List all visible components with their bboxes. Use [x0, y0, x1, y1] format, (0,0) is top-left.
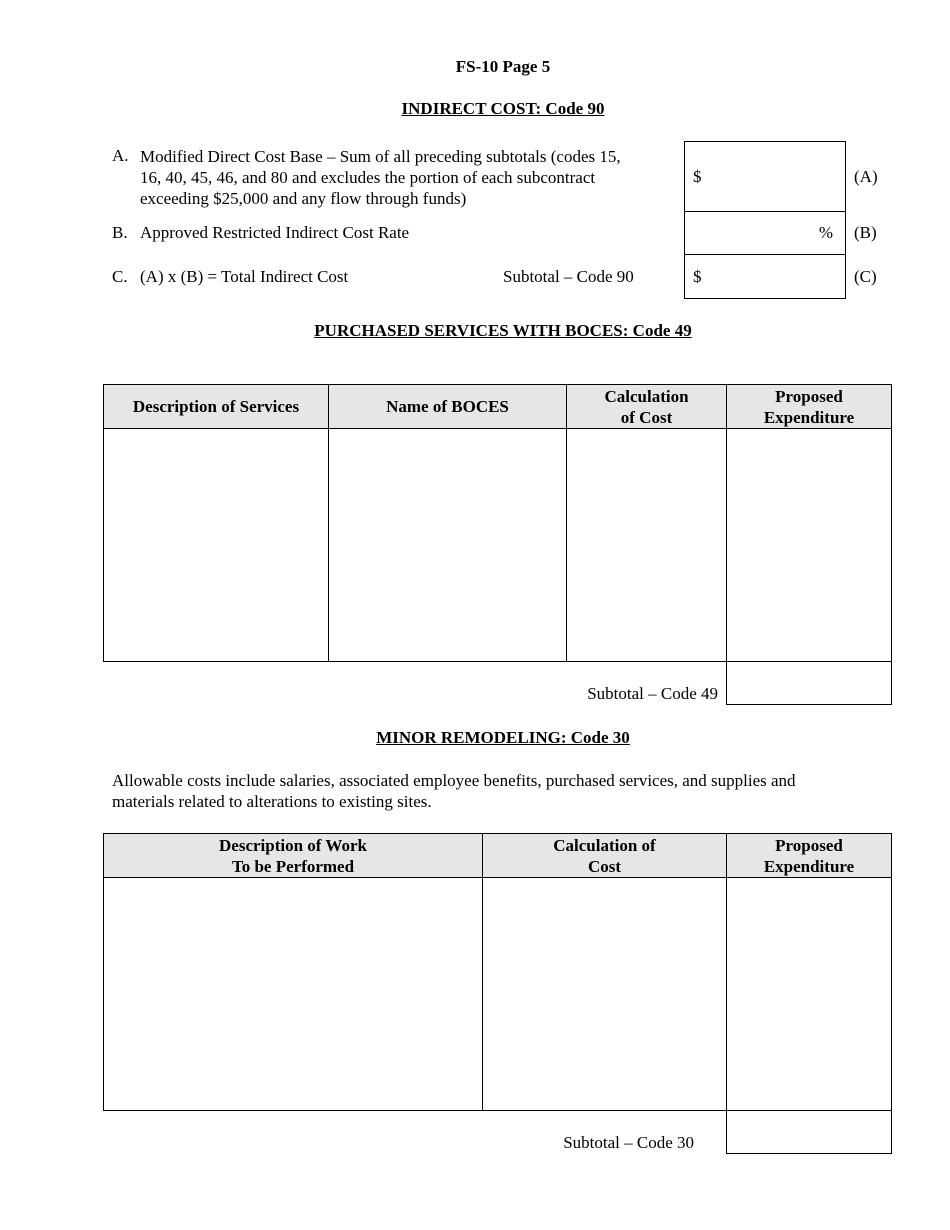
- boces-name-cell[interactable]: [328, 428, 567, 662]
- item-a-tag: (A): [854, 167, 878, 186]
- item-c-tag: (C): [854, 267, 877, 286]
- boces-header-calculation: Calculation of Cost: [566, 384, 727, 429]
- remodeling-calculation-cell[interactable]: [482, 877, 727, 1111]
- item-c-dollar-sign: $: [693, 267, 702, 286]
- item-a-letter: A.: [112, 146, 129, 165]
- remodeling-description-cell[interactable]: [103, 877, 483, 1111]
- remodeling-header-proposed: Proposed Expenditure: [726, 833, 892, 878]
- item-b-tag: (B): [854, 223, 877, 242]
- remodeling-intro-line-1: Allowable costs include salaries, associated employee benefits, purchased services, and supplies and: [112, 771, 796, 790]
- boces-title: PURCHASED SERVICES WITH BOCES: Code 49: [314, 321, 692, 340]
- item-c-letter: C.: [112, 267, 128, 286]
- remodeling-header-calculation: Calculation of Cost: [482, 833, 727, 878]
- subtotal-code-90-label: Subtotal – Code 90: [503, 267, 634, 286]
- boces-description-cell[interactable]: [103, 428, 329, 662]
- item-a-text: [140, 146, 680, 209]
- boces-header-name: Name of BOCES: [328, 384, 567, 429]
- item-a-line-1: Modified Direct Cost Base – Sum of all preceding subtotals (codes 15,: [140, 147, 621, 166]
- item-b-percent-sign: %: [818, 223, 833, 242]
- remodeling-intro: [112, 770, 912, 812]
- subtotal-code-30-box[interactable]: [726, 1110, 892, 1154]
- remodeling-header-description: Description of Work To be Performed: [103, 833, 483, 878]
- item-b-input-box[interactable]: [684, 211, 846, 255]
- boces-proposed-cell[interactable]: [726, 428, 892, 662]
- remodeling-title: MINOR REMODELING: Code 30: [376, 728, 630, 747]
- subtotal-code-49-box[interactable]: [726, 661, 892, 705]
- item-b-text: Approved Restricted Indirect Cost Rate: [140, 223, 410, 242]
- item-c-text: (A) x (B) = Total Indirect Cost: [140, 267, 349, 286]
- page-header: FS-10 Page 5: [455, 57, 551, 76]
- item-c-input-box[interactable]: [684, 254, 846, 299]
- subtotal-code-30-label: Subtotal – Code 30: [563, 1133, 694, 1152]
- boces-calculation-cell[interactable]: [566, 428, 727, 662]
- item-a-dollar-sign: $: [693, 167, 702, 186]
- remodeling-proposed-cell[interactable]: [726, 877, 892, 1111]
- remodeling-intro-line-2: materials related to alterations to existing sites.: [112, 792, 432, 811]
- boces-header-description: Description of Services: [103, 384, 329, 429]
- boces-header-proposed: Proposed Expenditure: [726, 384, 892, 429]
- item-b-letter: B.: [112, 223, 128, 242]
- item-a-input-box[interactable]: [684, 141, 846, 212]
- indirect-cost-title: INDIRECT COST: Code 90: [401, 99, 605, 118]
- item-a-line-3: exceeding $25,000 and any flow through funds): [140, 189, 467, 208]
- subtotal-code-49-label: Subtotal – Code 49: [587, 684, 718, 703]
- item-a-line-2: 16, 40, 45, 46, and 80 and excludes the portion of each subcontract: [140, 168, 596, 187]
